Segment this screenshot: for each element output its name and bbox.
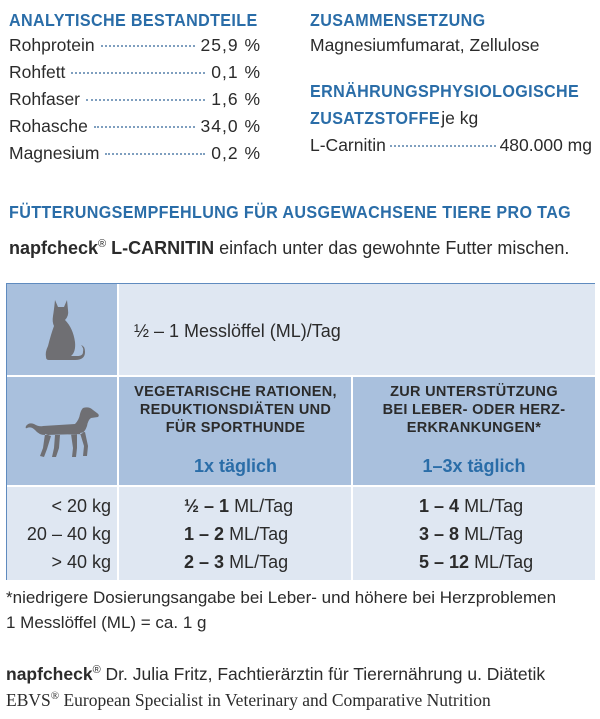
weight-label: > 40 kg bbox=[51, 552, 111, 572]
header-line: ZUR UNTERSTÜTZUNG bbox=[390, 384, 558, 400]
nutrient-name: Rohasche bbox=[9, 116, 88, 136]
footnote-line: 1 Messlöffel (ML) = ca. 1 g bbox=[6, 613, 207, 632]
dot-leader bbox=[94, 126, 195, 128]
nutrient-value: 0,1 % bbox=[211, 62, 261, 82]
dosage-table bbox=[6, 283, 595, 580]
divider bbox=[7, 375, 595, 377]
nutrient-name: Magnesium bbox=[9, 143, 100, 163]
nutrient-value: 34,0 % bbox=[200, 116, 261, 136]
feeding-intro bbox=[9, 238, 569, 259]
registered-mark: ® bbox=[98, 238, 107, 250]
dose-cell bbox=[419, 520, 533, 548]
nutrient-row bbox=[9, 140, 261, 167]
weight-label: 20 – 40 kg bbox=[26, 524, 111, 544]
registered-mark: ® bbox=[50, 690, 60, 703]
additives-unit-suffix: je kg bbox=[441, 108, 479, 128]
dot-leader bbox=[390, 145, 496, 147]
additives-title-line1: ERNÄHRUNGSPHYSIOLOGISCHE bbox=[310, 81, 580, 101]
composition-text: Magnesiumfumarat, Zellulose bbox=[310, 35, 540, 55]
dose-unit: ML/Tag bbox=[234, 496, 294, 516]
footnote-line: *niedrigere Dosierungsangabe bei Leber- und höhere bei Herzproblemen bbox=[6, 588, 557, 607]
dose-range: 3 – 8 bbox=[419, 524, 460, 544]
nutrient-row bbox=[9, 32, 261, 59]
nutrient-value: 1,6 % bbox=[211, 89, 261, 109]
footnote bbox=[6, 585, 556, 635]
brand-name: napfcheck bbox=[6, 664, 93, 684]
frequency-regular: 1x täglich bbox=[193, 456, 278, 476]
dot-leader bbox=[71, 72, 205, 74]
dose-list-regular bbox=[184, 492, 293, 576]
dot-leader bbox=[105, 153, 205, 155]
additive-value: 480.000 mg bbox=[499, 135, 592, 155]
header-line: BEI LEBER- ODER HERZ- bbox=[382, 402, 566, 418]
nutrient-value: 25,9 % bbox=[200, 35, 261, 55]
feeding-title: FÜTTERUNGSEMPFEHLUNG FÜR AUSGEWACHSENE TIERE PRO TAG bbox=[9, 202, 572, 222]
dot-leader bbox=[86, 99, 205, 101]
nutrient-row bbox=[9, 59, 261, 86]
additives-title bbox=[310, 78, 595, 132]
composition-title: ZUSAMMENSETZUNG bbox=[310, 10, 486, 30]
additive-row bbox=[310, 132, 592, 159]
dose-unit: ML/Tag bbox=[464, 496, 524, 516]
product-name: L-CARNITIN bbox=[111, 238, 215, 258]
column-header-support bbox=[353, 383, 595, 437]
dose-cell bbox=[419, 492, 533, 520]
weight-label: < 20 kg bbox=[51, 496, 111, 516]
brand-name: napfcheck bbox=[9, 238, 99, 258]
org-name: EBVS bbox=[6, 690, 51, 710]
dose-range: 2 – 3 bbox=[184, 552, 225, 572]
dose-cell bbox=[184, 520, 293, 548]
dot-leader bbox=[101, 45, 195, 47]
dose-range: 1 – 4 bbox=[419, 496, 460, 516]
dose-range: 5 – 12 bbox=[419, 552, 470, 572]
column-header-regular bbox=[120, 383, 351, 437]
header-line: FÜR SPORTHUNDE bbox=[165, 420, 306, 436]
additives-title-line2-wrap bbox=[310, 105, 595, 132]
cat-icon bbox=[43, 298, 85, 362]
header-line: REDUKTIONSDIÄTEN UND bbox=[139, 402, 332, 418]
dose-cell bbox=[184, 492, 293, 520]
dose-unit: ML/Tag bbox=[474, 552, 534, 572]
feeding-intro-text: einfach unter das gewohnte Futter mischen. bbox=[219, 238, 570, 258]
divider bbox=[117, 284, 119, 580]
dose-cell bbox=[419, 548, 533, 576]
composition-section bbox=[310, 8, 595, 159]
nutrient-value: 0,2 % bbox=[211, 143, 261, 163]
additives-title-line2: ZUSATZSTOFFE bbox=[310, 108, 440, 128]
nutrient-name: Rohprotein bbox=[9, 35, 95, 55]
nutrient-name: Rohfett bbox=[9, 62, 66, 82]
header-line: VEGETARISCHE RATIONEN, bbox=[134, 384, 337, 400]
dose-unit: ML/Tag bbox=[229, 524, 289, 544]
affiliation-text: European Specialist in Veterinary and Comparative Nutrition bbox=[63, 690, 491, 710]
dog-icon bbox=[25, 404, 101, 460]
author-text: Dr. Julia Fritz, Fachtierärztin für Tierernährung u. Diätetik bbox=[105, 664, 546, 684]
divider bbox=[7, 485, 595, 487]
dose-list-support bbox=[419, 492, 533, 576]
weight-list bbox=[7, 492, 111, 576]
dose-range: ½ – 1 bbox=[184, 496, 230, 516]
dose-range: 1 – 2 bbox=[184, 524, 225, 544]
dose-unit: ML/Tag bbox=[464, 524, 524, 544]
analysis-section bbox=[9, 8, 261, 167]
header-line: ERKRANKUNGEN* bbox=[406, 420, 542, 436]
registered-mark: ® bbox=[92, 664, 101, 677]
cat-dosage: ½ – 1 Messlöffel (ML)/Tag bbox=[134, 321, 341, 341]
nutrient-name: Rohfaser bbox=[9, 89, 81, 109]
nutrient-row bbox=[9, 86, 261, 113]
nutrient-row bbox=[9, 113, 261, 140]
author-line bbox=[6, 664, 545, 685]
analysis-title: ANALYTISCHE BESTANDTEILE bbox=[9, 10, 258, 30]
dose-unit: ML/Tag bbox=[229, 552, 289, 572]
dose-cell bbox=[184, 548, 293, 576]
frequency-support: 1–3x täglich bbox=[422, 456, 526, 476]
affiliation-line bbox=[6, 690, 491, 711]
additive-name: L-Carnitin bbox=[310, 135, 386, 155]
